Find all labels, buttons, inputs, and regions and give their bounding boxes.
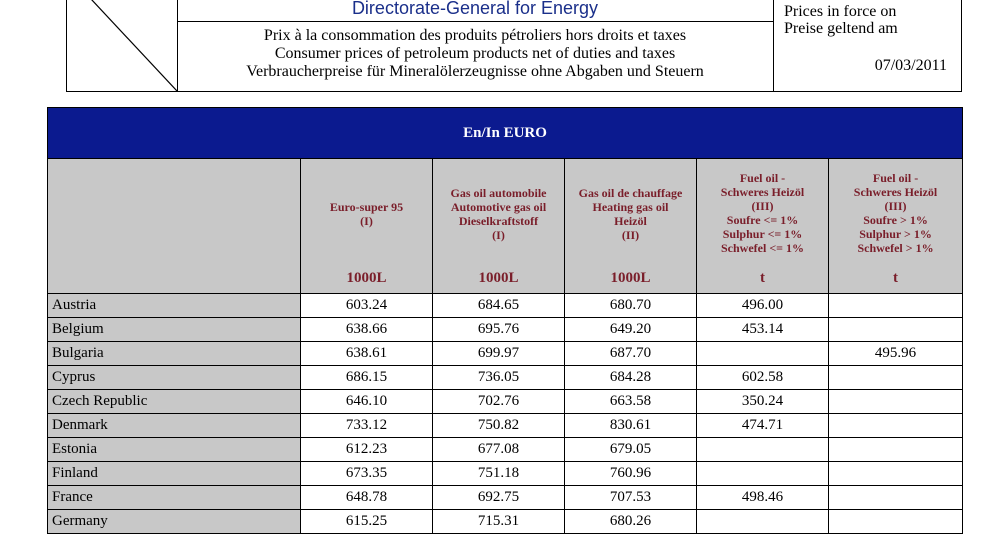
description-line-de: Verbraucherpreise für Mineralölerzeugnisse ohne Abgaben und Steuern xyxy=(246,63,704,80)
currency-band-row xyxy=(48,108,963,159)
report-date: 07/03/2011 xyxy=(874,57,947,74)
price-cell xyxy=(697,438,829,462)
price-cell: 663.58 xyxy=(565,390,697,414)
column-title-line: Schwefel <= 1% xyxy=(721,241,804,255)
table-row xyxy=(48,294,963,318)
price-cell xyxy=(829,438,963,462)
description-line-en: Consumer prices of petroleum products net of duties and taxes xyxy=(274,45,676,62)
price-cell: 760.96 xyxy=(565,462,697,486)
price-cell: 474.71 xyxy=(697,414,829,438)
column-title-line: (I) xyxy=(492,228,505,242)
description-line-fr: Prix à la consommation des produits pétroliers hors droits et taxes xyxy=(263,27,687,44)
country-cell: Austria xyxy=(48,294,301,318)
country-cell: Denmark xyxy=(48,414,301,438)
column-title-line: Fuel oil - xyxy=(872,171,919,185)
column-title-line: (II) xyxy=(621,228,640,242)
column-header-row xyxy=(48,159,963,294)
header-date-box xyxy=(783,0,963,91)
header-logo-box xyxy=(67,0,178,91)
report-header xyxy=(66,0,962,92)
price-cell: 750.82 xyxy=(433,414,565,438)
price-cell xyxy=(697,510,829,534)
column-title-line: (I) xyxy=(360,214,373,228)
column-unit: t xyxy=(893,270,899,286)
price-cell: 498.46 xyxy=(697,486,829,510)
table-row xyxy=(48,414,963,438)
table-row xyxy=(48,366,963,390)
price-cell: 677.08 xyxy=(433,438,565,462)
column-title-line: (III) xyxy=(751,199,774,213)
prices-table xyxy=(47,107,963,534)
price-cell: 830.61 xyxy=(565,414,697,438)
price-cell: 695.76 xyxy=(433,318,565,342)
price-cell: 646.10 xyxy=(301,390,433,414)
column-header-automotive-gas-oil xyxy=(433,159,565,294)
price-cell: 649.20 xyxy=(565,318,697,342)
price-cell: 679.05 xyxy=(565,438,697,462)
price-cell: 707.53 xyxy=(565,486,697,510)
price-cell: 702.76 xyxy=(433,390,565,414)
price-cell: 736.05 xyxy=(433,366,565,390)
price-cell: 684.28 xyxy=(565,366,697,390)
price-cell xyxy=(829,414,963,438)
column-title-line: Automotive gas oil xyxy=(450,200,547,214)
country-cell: Belgium xyxy=(48,318,301,342)
table-row xyxy=(48,510,963,534)
column-title-line: Gas oil de chauffage xyxy=(578,186,683,200)
column-header-fuel-oil-low-sulphur xyxy=(697,159,829,294)
column-title-line: Schweres Heizöl xyxy=(853,185,938,199)
country-cell: Germany xyxy=(48,510,301,534)
column-title-line: Euro-super 95 xyxy=(329,200,404,214)
column-header-heating-gas-oil xyxy=(565,159,697,294)
price-cell: 699.97 xyxy=(433,342,565,366)
country-cell: Estonia xyxy=(48,438,301,462)
column-title-line: Sulphur > 1% xyxy=(859,227,932,241)
price-cell: 638.66 xyxy=(301,318,433,342)
column-header-fuel-oil-high-sulphur xyxy=(829,159,963,294)
column-title-line: Heizöl xyxy=(614,214,647,228)
header-title-box xyxy=(177,0,774,91)
table-row xyxy=(48,342,963,366)
table-body xyxy=(48,294,963,534)
price-cell: 680.26 xyxy=(565,510,697,534)
table-row xyxy=(48,462,963,486)
price-cell: 453.14 xyxy=(697,318,829,342)
price-cell: 692.75 xyxy=(433,486,565,510)
column-title-line: Soufre > 1% xyxy=(863,213,928,227)
table-row xyxy=(48,486,963,510)
price-cell xyxy=(829,318,963,342)
table-row xyxy=(48,438,963,462)
price-cell: 603.24 xyxy=(301,294,433,318)
prices-in-force-label: Prices in force on xyxy=(784,3,897,20)
price-cell xyxy=(829,486,963,510)
price-cell xyxy=(829,462,963,486)
table-row xyxy=(48,390,963,414)
price-cell: 686.15 xyxy=(301,366,433,390)
column-title-line: Soufre <= 1% xyxy=(726,213,799,227)
country-header-cell xyxy=(48,159,301,294)
description-lines xyxy=(177,22,773,81)
column-title-line: Schweres Heizöl xyxy=(720,185,805,199)
price-cell xyxy=(829,510,963,534)
column-header-euro-super xyxy=(301,159,433,294)
price-cell: 638.61 xyxy=(301,342,433,366)
price-cell: 615.25 xyxy=(301,510,433,534)
column-title-line: Sulphur <= 1% xyxy=(722,227,803,241)
price-cell: 715.31 xyxy=(433,510,565,534)
column-title-line: Gas oil automobile xyxy=(450,186,547,200)
price-cell xyxy=(697,462,829,486)
column-unit: t xyxy=(760,270,765,286)
price-cell xyxy=(697,342,829,366)
price-cell: 751.18 xyxy=(433,462,565,486)
column-unit: 1000L xyxy=(346,270,387,286)
diagonal-line-graphic xyxy=(67,0,177,91)
price-cell: 495.96 xyxy=(829,342,963,366)
price-cell: 684.65 xyxy=(433,294,565,318)
price-cell: 612.23 xyxy=(301,438,433,462)
preise-geltend-label: Preise geltend am xyxy=(784,20,898,37)
price-cell xyxy=(829,294,963,318)
country-cell: Bulgaria xyxy=(48,342,301,366)
country-cell: France xyxy=(48,486,301,510)
price-cell: 687.70 xyxy=(565,342,697,366)
price-cell: 496.00 xyxy=(697,294,829,318)
price-cell xyxy=(829,390,963,414)
price-cell: 602.58 xyxy=(697,366,829,390)
price-cell: 648.78 xyxy=(301,486,433,510)
price-cell: 733.12 xyxy=(301,414,433,438)
country-cell: Cyprus xyxy=(48,366,301,390)
price-cell: 680.70 xyxy=(565,294,697,318)
column-title-line: Heating gas oil xyxy=(592,200,669,214)
price-cell xyxy=(829,366,963,390)
column-unit: 1000L xyxy=(610,270,651,286)
country-cell: Finland xyxy=(48,462,301,486)
column-title-line: Fuel oil - xyxy=(739,171,786,185)
dg-title: Directorate-General for Energy xyxy=(177,0,773,22)
column-title-line: Dieselkraftstoff xyxy=(458,214,539,228)
column-title-line: (III) xyxy=(884,199,907,213)
price-cell: 673.35 xyxy=(301,462,433,486)
table-row xyxy=(48,318,963,342)
currency-band: En/In EURO xyxy=(48,108,963,159)
price-cell: 350.24 xyxy=(697,390,829,414)
country-cell: Czech Republic xyxy=(48,390,301,414)
column-title-line: Schwefel > 1% xyxy=(857,241,934,255)
column-unit: 1000L xyxy=(478,270,519,286)
